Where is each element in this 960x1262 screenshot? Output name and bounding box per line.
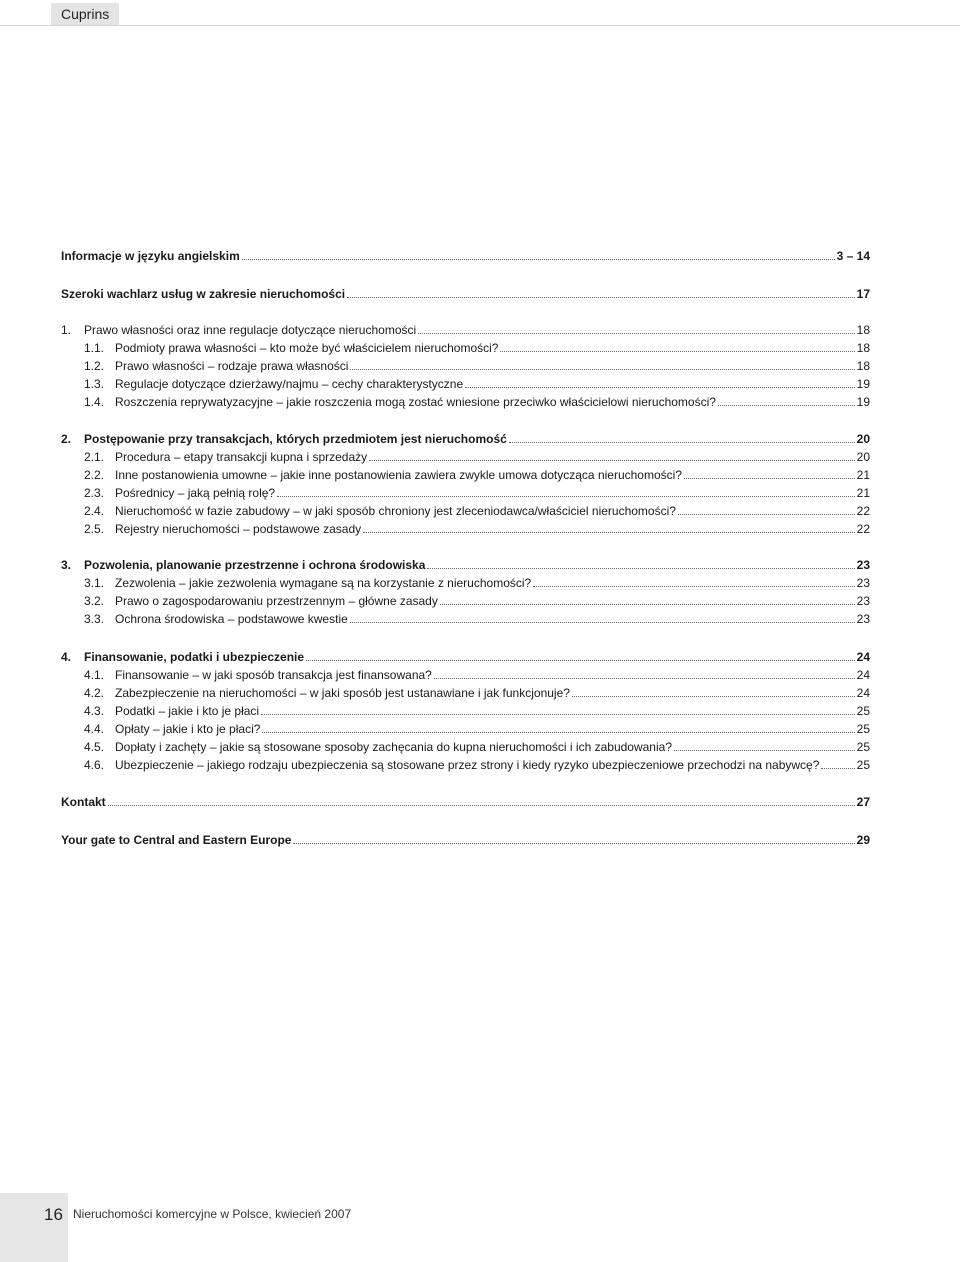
toc-entry-title: Pośrednicy – jaką pełnią rolę?	[115, 486, 276, 500]
toc-entry-title: Rejestry nieruchomości – podstawowe zasady	[115, 522, 362, 536]
toc-entry-number: 2.5.	[84, 522, 105, 536]
toc-entry-page: 25	[856, 758, 870, 772]
toc-entry-label	[84, 576, 531, 590]
toc-entry-label	[84, 740, 672, 754]
toc-entry-title: Prawo własności – rodzaje prawa własności	[115, 359, 349, 373]
toc-entry-label	[61, 323, 416, 337]
toc-entry-number: 2.3.	[84, 486, 105, 500]
toc-entry-label	[84, 668, 432, 682]
toc-leader-dots	[350, 369, 854, 370]
toc-entry-label	[84, 450, 367, 464]
toc-leader-dots	[427, 568, 854, 569]
toc-entry-page: 27	[856, 795, 870, 809]
toc-leader-dots	[363, 532, 855, 533]
toc-entry-label	[84, 758, 819, 772]
toc-entry-title: Pozwolenia, planowanie przestrzenne i ochrona środowiska	[84, 558, 426, 572]
toc-entry-label	[84, 341, 498, 355]
toc-leader-dots	[306, 660, 855, 661]
toc-entry-number: 1.2.	[84, 359, 105, 373]
toc-entry-title: Opłaty – jakie i kto je płaci?	[115, 722, 261, 736]
toc-entry[interactable]	[84, 608, 870, 626]
toc-entry-page: 23	[856, 576, 870, 590]
toc-entry-page: 21	[856, 486, 870, 500]
toc-leader-dots	[678, 514, 855, 515]
toc-entry-page: 20	[856, 432, 870, 446]
toc-entry[interactable]	[84, 500, 870, 518]
toc-entry-page: 18	[856, 359, 870, 373]
toc-leader-dots	[350, 622, 855, 623]
toc-entry-label	[84, 504, 676, 518]
toc-entry-title: Procedura – etapy transakcji kupna i sprzedaży	[115, 450, 368, 464]
toc-entry[interactable]	[84, 391, 870, 409]
toc-entry-title: Prawo o zagospodarowaniu przestrzennym – główne zasady	[115, 594, 438, 608]
toc-entry-title: Podmioty prawa własności – kto może być właścicielem nieruchomości?	[115, 341, 499, 355]
toc-leader-dots	[347, 297, 855, 298]
toc-entry-label	[84, 486, 275, 500]
toc-entry-number: 2.4.	[84, 504, 105, 518]
toc-entry-label	[84, 686, 570, 700]
toc-entry[interactable]	[61, 791, 870, 809]
toc-entry-page: 24	[856, 668, 870, 682]
toc-entry-number: 3.2.	[84, 594, 105, 608]
toc-entry-page: 3 – 14	[836, 249, 870, 263]
toc-entry[interactable]	[84, 664, 870, 682]
toc-entry-page: 25	[856, 704, 870, 718]
toc-entry-title: Prawo własności oraz inne regulacje dotyczące nieruchomości	[84, 323, 417, 337]
toc-leader-dots	[509, 442, 855, 443]
toc-entry-page: 23	[856, 612, 870, 626]
toc-entry[interactable]	[84, 700, 870, 718]
toc-entry-label	[84, 377, 463, 391]
toc-entry-page: 24	[856, 650, 870, 664]
toc-entry-page: 18	[856, 323, 870, 337]
toc-entry-label	[84, 359, 348, 373]
toc-leader-dots	[108, 805, 855, 806]
toc-leader-dots	[684, 478, 855, 479]
toc-entry[interactable]	[84, 572, 870, 590]
toc-entry-number: 4.2.	[84, 686, 105, 700]
toc-leader-dots	[293, 843, 854, 844]
toc-entry[interactable]	[84, 736, 870, 754]
toc-leader-dots	[821, 768, 854, 769]
toc-entry[interactable]	[61, 428, 870, 446]
toc-entry-number: 3.1.	[84, 576, 105, 590]
toc-entry-number: 4.3.	[84, 704, 105, 718]
toc-leader-dots	[440, 604, 855, 605]
header-rule	[0, 25, 960, 26]
toc-entry-number: 2.2.	[84, 468, 105, 482]
toc-entry[interactable]	[84, 337, 870, 355]
toc-entry[interactable]	[84, 754, 870, 772]
toc-entry-number: 4.6.	[84, 758, 105, 772]
toc-leader-dots	[465, 387, 854, 388]
toc-entry-page: 20	[856, 450, 870, 464]
toc-entry-label	[61, 287, 345, 301]
toc-entry-label	[61, 650, 304, 664]
toc-entry-page: 19	[856, 377, 870, 391]
toc-entry-page: 23	[856, 558, 870, 572]
toc-entry-number: 1.	[61, 323, 72, 337]
toc-entry-title: Dopłaty i zachęty – jakie są stosowane sposoby zachęcania do kupna nieruchomości i ich zabudowania?	[115, 740, 672, 754]
toc-entry-number: 4.5.	[84, 740, 105, 754]
toc-entry-page: 22	[856, 504, 870, 518]
toc-entry-number: 4.	[61, 650, 72, 664]
toc-entry-title: Your gate to Central and Eastern Europe	[61, 833, 292, 847]
toc-entry-number: 1.4.	[84, 395, 105, 409]
toc-leader-dots	[261, 714, 855, 715]
toc-entry[interactable]	[84, 718, 870, 736]
toc-entry-page: 23	[856, 594, 870, 608]
toc-entry[interactable]	[61, 283, 870, 301]
toc-entry-label	[84, 612, 348, 626]
toc-entry-title: Ubezpieczenie – jakiego rodzaju ubezpieczenia są stosowane przez strony i kiedy ryzyko ubezpieczeniowe przechodzi na nabywcę?	[115, 758, 820, 772]
toc-entry-title: Informacje w języku angielskim	[61, 249, 240, 263]
toc-entry-number: 2.1.	[84, 450, 105, 464]
toc-entry-title: Regulacje dotyczące dzierżawy/najmu – cechy charakterystyczne	[115, 377, 464, 391]
toc-leader-dots	[369, 460, 855, 461]
toc-entry-page: 25	[856, 740, 870, 754]
toc-entry-label	[61, 432, 507, 446]
toc-entry-label	[61, 833, 291, 847]
toc-entry[interactable]	[84, 482, 870, 500]
toc-entry[interactable]	[84, 446, 870, 464]
toc-entry-label	[61, 795, 106, 809]
toc-entry-title: Szeroki wachlarz usług w zakresie nieruchomości	[61, 287, 346, 301]
toc-entry-page: 25	[856, 722, 870, 736]
toc-entry-label	[84, 594, 438, 608]
toc-leader-dots	[572, 696, 855, 697]
toc-entry-label	[61, 558, 425, 572]
toc-entry-page: 18	[856, 341, 870, 355]
toc-entry[interactable]	[84, 518, 870, 536]
toc-leader-dots	[500, 351, 854, 352]
toc-entry-page: 17	[856, 287, 870, 301]
toc-leader-dots	[242, 259, 835, 260]
toc-entry-label	[61, 249, 240, 263]
toc-entry[interactable]	[84, 355, 870, 373]
toc-entry[interactable]	[84, 590, 870, 608]
toc-leader-dots	[674, 750, 855, 751]
toc-leader-dots	[277, 496, 855, 497]
toc-entry-number: 1.1.	[84, 341, 105, 355]
toc-entry[interactable]	[84, 682, 870, 700]
toc-entry-title: Finansowanie – w jaki sposób transakcja jest finansowana?	[115, 668, 432, 682]
page-footer	[0, 1193, 960, 1262]
toc-entry-number: 1.3.	[84, 377, 105, 391]
toc-entry-title: Zabezpieczenie na nieruchomości – w jaki sposób jest ustanawiane i jak funkcjonuje?	[115, 686, 570, 700]
toc-entry[interactable]	[84, 373, 870, 391]
section-tab: Cuprins	[51, 3, 119, 25]
toc-entry[interactable]	[61, 554, 870, 572]
toc-leader-dots	[434, 678, 855, 679]
toc-entry-label	[84, 522, 361, 536]
toc-entry[interactable]	[61, 245, 870, 263]
footer-page-box	[0, 1193, 68, 1262]
toc-entry-title: Podatki – jakie i kto je płaci	[115, 704, 260, 718]
toc-leader-dots	[533, 586, 854, 587]
toc-leader-dots	[718, 405, 855, 406]
toc-entry[interactable]	[84, 464, 870, 482]
toc-entry-label	[84, 395, 716, 409]
toc-leader-dots	[262, 732, 854, 733]
toc-entry-title: Nieruchomość w fazie zabudowy – w jaki sposób chroniony jest zleceniodawca/właściciel nieruchomości?	[115, 504, 676, 518]
toc-entry[interactable]	[61, 829, 870, 847]
toc-entry-number: 2.	[61, 432, 72, 446]
toc-entry-page: 19	[856, 395, 870, 409]
toc-entry-title: Postępowanie przy transakcjach, których przedmiotem jest nieruchomość	[84, 432, 507, 446]
toc-entry-page: 22	[856, 522, 870, 536]
toc-entry-page: 29	[856, 833, 870, 847]
toc-entry[interactable]	[61, 646, 870, 664]
toc-entry-title: Roszczenia reprywatyzacyjne – jakie roszczenia mogą zostać wniesione przeciwko właścicielowi nieruchomości?	[115, 395, 716, 409]
toc-entry-title: Ochrona środowiska – podstawowe kwestie	[115, 612, 348, 626]
toc-entry[interactable]	[61, 319, 870, 337]
toc-entry-title: Finansowanie, podatki i ubezpieczenie	[84, 650, 305, 664]
toc-entry-number: 4.1.	[84, 668, 105, 682]
page-number: 16	[44, 1205, 63, 1224]
toc-entry-title: Inne postanowienia umowne – jakie inne postanowienia zawiera zwykle umowa dotycząca nieruchomości?	[115, 468, 682, 482]
toc-entry-number: 4.4.	[84, 722, 105, 736]
toc-entry-label	[84, 468, 682, 482]
toc-entry-page: 21	[856, 468, 870, 482]
toc-entry-title: Kontakt	[61, 795, 106, 809]
toc-entry-label	[84, 704, 259, 718]
publication-title: Nieruchomości komercyjne w Polsce, kwiecień 2007	[73, 1207, 352, 1221]
toc-entry-page: 24	[856, 686, 870, 700]
toc-leader-dots	[418, 333, 854, 334]
toc-entry-title: Zezwolenia – jakie zezwolenia wymagane są na korzystanie z nieruchomości?	[115, 576, 532, 590]
toc-entry-label	[84, 722, 260, 736]
toc-entry-number: 3.3.	[84, 612, 105, 626]
toc-entry-number: 3.	[61, 558, 72, 572]
